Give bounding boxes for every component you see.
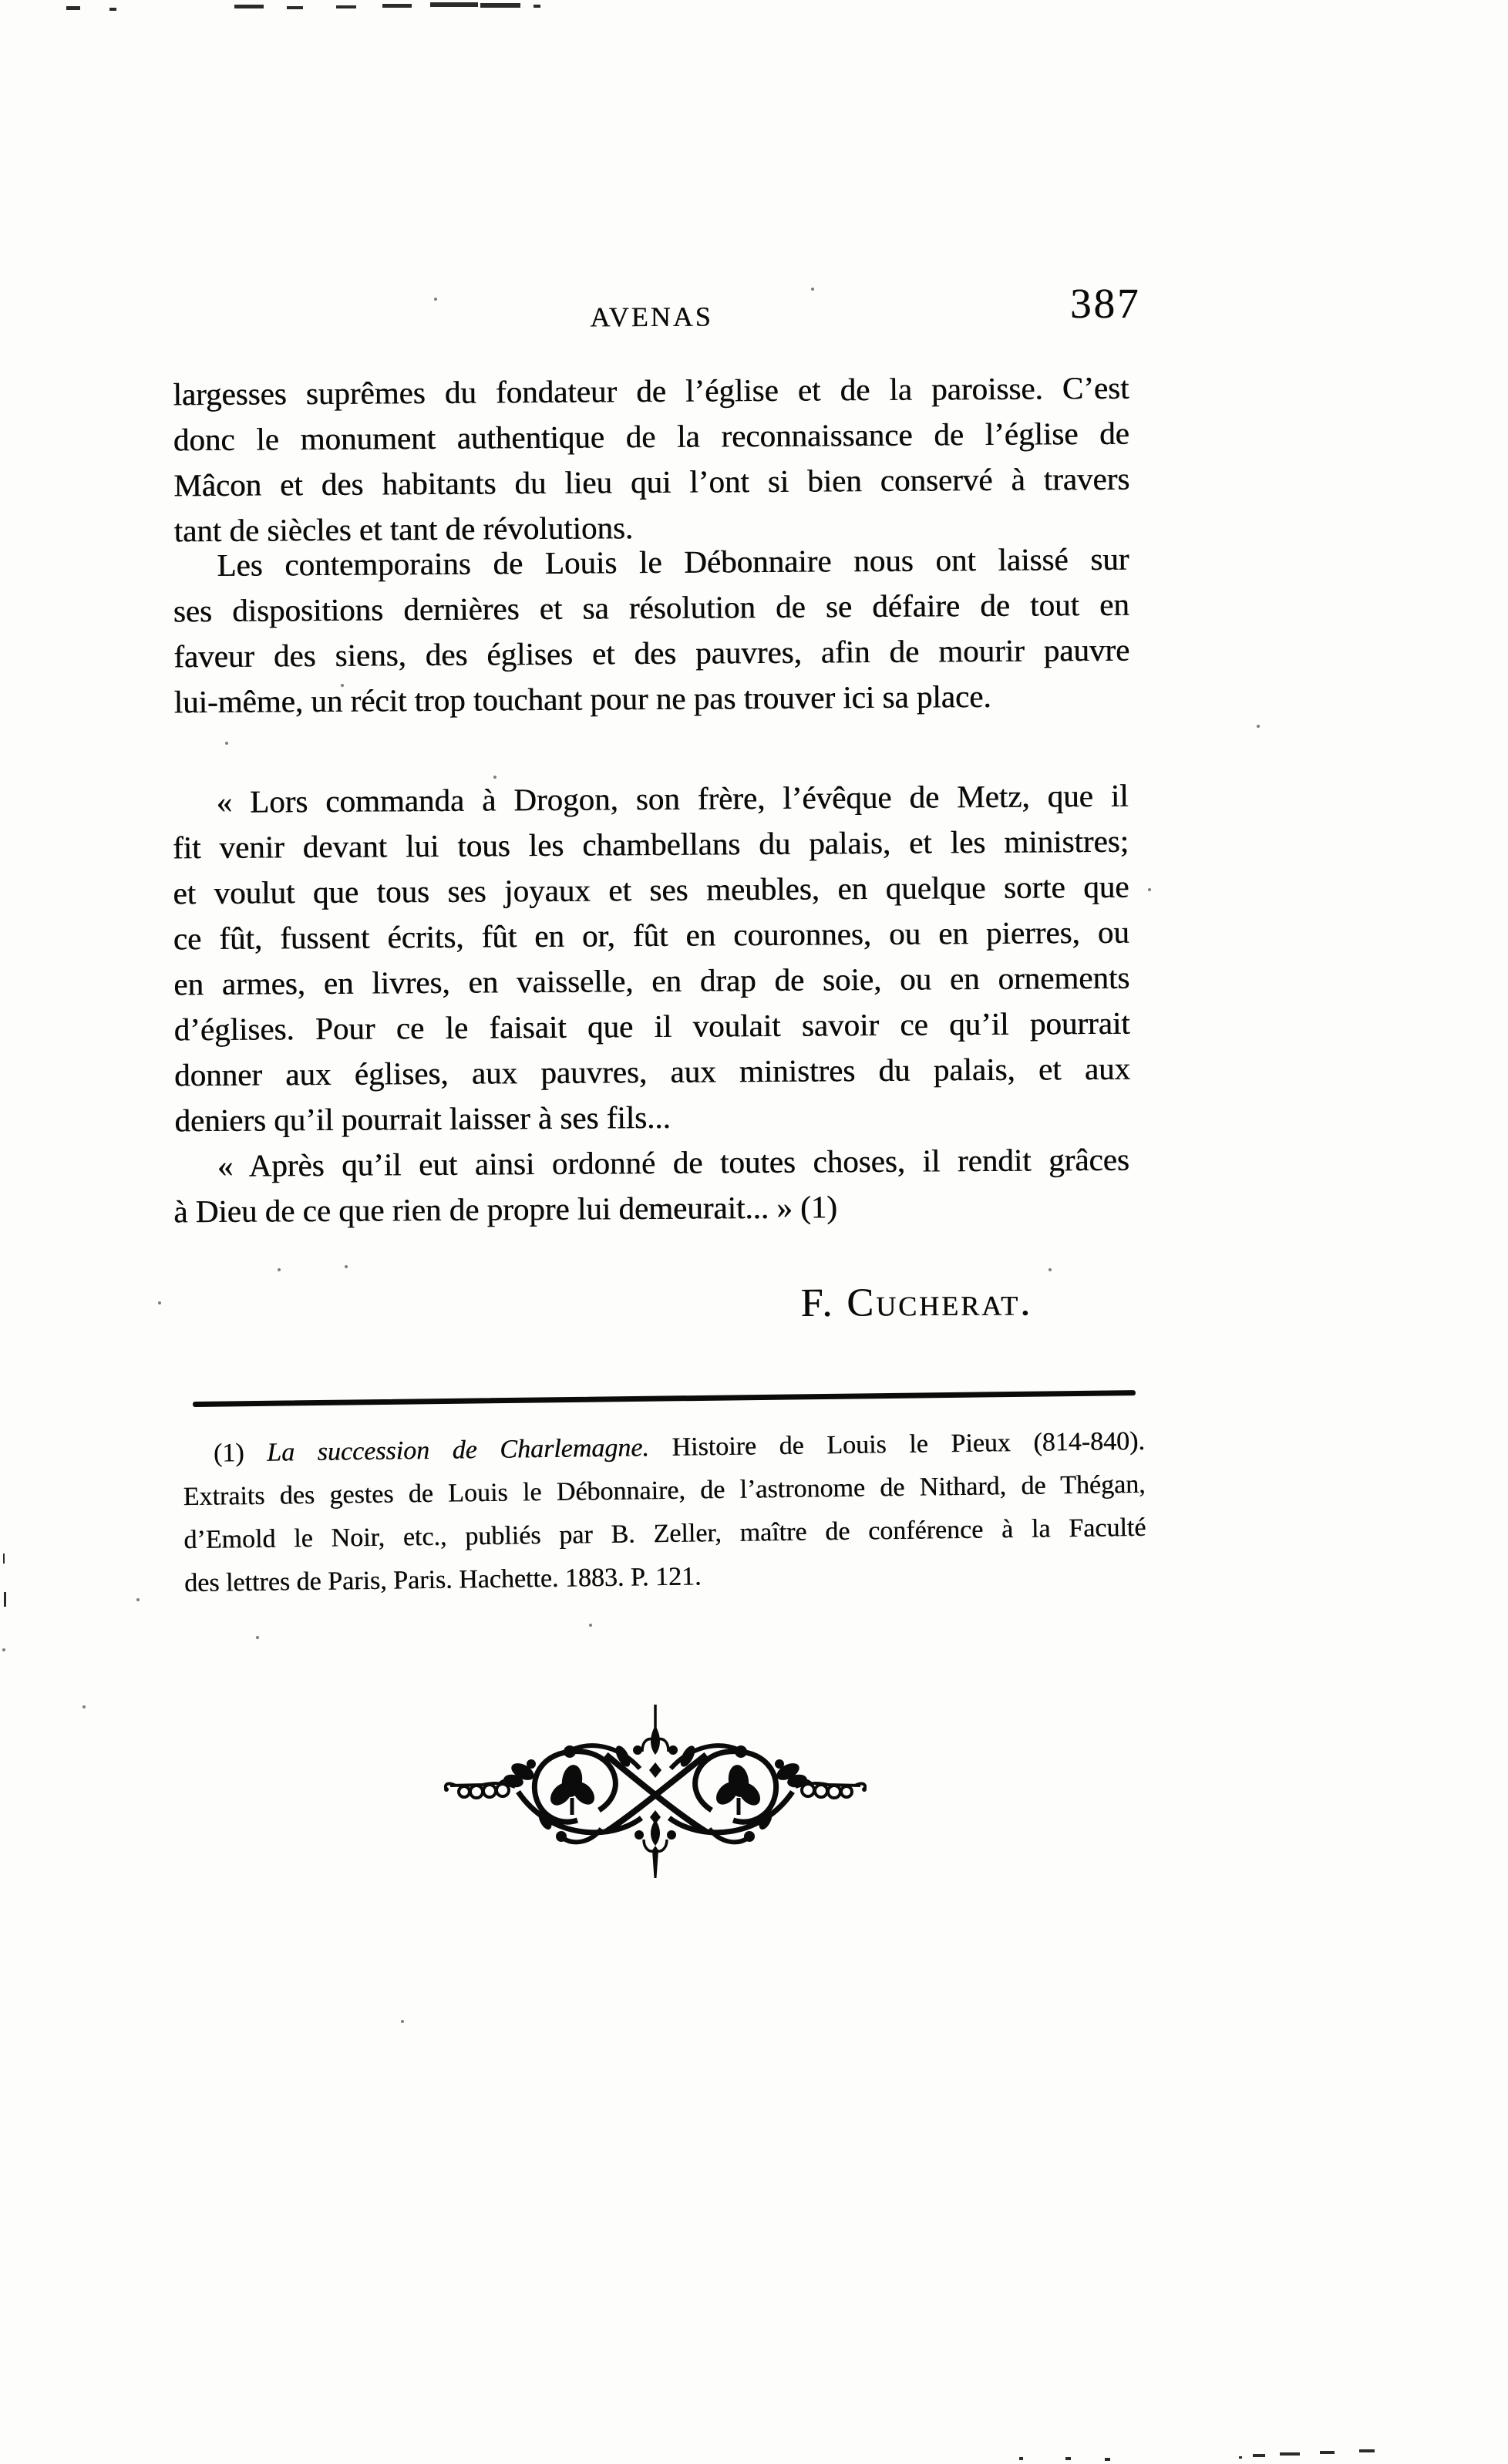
footnote-line: des lettres de Paris, Paris. Hachette. 1883. P. 121. (183, 1562, 702, 1598)
scan-artifact (1105, 2458, 1110, 2461)
scan-artifact (136, 1598, 140, 1601)
text-line: faveur des siens, des églises et des pauvres, afin de mourir pauvre (173, 631, 1130, 675)
scan-artifact (1257, 725, 1260, 728)
footnote-number: (1) (213, 1438, 268, 1468)
paragraph-2 (173, 537, 1130, 725)
text-line: « Lors commanda à Drogon, son frère, l’évêque de Metz, que il (216, 777, 1129, 820)
scan-artifact (1049, 1268, 1052, 1271)
scan-artifact (336, 5, 356, 8)
paragraph-3-quote (172, 773, 1130, 1144)
running-header: AVENAS (590, 301, 713, 333)
text-line: ce fût, fussent écrits, fût en or, fût en couronnes, ou en pierres, ou (173, 914, 1129, 957)
scan-artifact (1148, 888, 1151, 891)
paragraph-4-quote (173, 1137, 1130, 1235)
scan-artifact (1019, 2457, 1023, 2460)
text-line: et voulut que tous ses joyaux et ses meubles, en quelque sorte que (173, 868, 1129, 911)
floral-tailpiece-ornament (443, 1702, 867, 1883)
text-line: Les contemporains de Louis le Débonnaire nous ont laissé sur (217, 540, 1129, 583)
scan-artifact (1320, 2451, 1335, 2454)
scan-artifact (2, 1648, 5, 1651)
text-line: « Après qu’il eut ainsi ordonné de toutes choses, il rendit grâces (217, 1141, 1129, 1183)
scan-artifact (256, 1636, 259, 1639)
scan-artifact (1239, 2456, 1242, 2459)
scan-artifact (534, 5, 540, 8)
text-line: fit venir devant lui tous les chambellans du palais, et les ministres; (172, 823, 1129, 866)
text-line: donc le monument authentique de la reconnaissance de l’église de (173, 415, 1129, 458)
scan-artifact (1253, 2454, 1265, 2457)
scan-artifact (278, 1268, 281, 1271)
footnote-line: d’Emold le Noir, etc., publiés par B. Zeller, maître de conférence à la Faculté (183, 1513, 1146, 1555)
scan-artifact (480, 3, 520, 8)
text-line: en armes, en livres, en vaisselle, en drap de soie, ou en ornements (173, 959, 1130, 1002)
footnote-line: Extraits des gestes de Louis le Débonnaire, de l’astronome de Nithard, de Thégan, (183, 1469, 1146, 1512)
text-line: ses dispositions dernières et sa résolution de se défaire de tout en (173, 586, 1129, 629)
scan-artifact (3, 1553, 5, 1564)
scan-artifact (589, 1624, 592, 1627)
scan-artifact (811, 288, 814, 291)
scan-artifact (434, 298, 437, 301)
paragraph-1 (173, 365, 1130, 554)
footnote-work-title: La succession de Charlemagne. (266, 1433, 650, 1467)
scan-artifact (225, 742, 228, 745)
scan-artifact (66, 6, 80, 10)
scan-artifact (109, 8, 116, 11)
scan-artifact (345, 1265, 348, 1268)
scan-artifact (1280, 2452, 1300, 2456)
page-number: 387 (1070, 280, 1141, 327)
scan-artifact (1359, 2449, 1375, 2452)
author-signature: F. Cucherat. (800, 1280, 1033, 1325)
footnote (183, 1420, 1147, 1605)
text-line: d’églises. Pour ce le faisait que il voulait savoir ce qu’il pourrait (173, 1005, 1130, 1048)
scan-artifact (82, 1705, 86, 1708)
scan-artifact (382, 4, 412, 8)
footnote-divider-rule (193, 1390, 1136, 1407)
text-line: deniers qu’il pourrait laisser à ses fils... (174, 1099, 671, 1139)
text-line: donner aux églises, aux pauvres, aux ministres du palais, et aux (173, 1050, 1131, 1093)
footnote-text: Histoire de Louis le Pieux (814-840). (648, 1426, 1146, 1463)
scan-artifact (287, 6, 303, 9)
text-line: tant de siècles et tant de révolutions. (173, 510, 634, 549)
text-line: Mâcon et des habitants du lieu qui l’ont si bien conservé à travers (173, 460, 1130, 503)
scan-artifact (430, 2, 478, 7)
scan-artifact (401, 2020, 404, 2023)
scan-artifact (234, 5, 264, 8)
text-line: à Dieu de ce que rien de propre lui demeurait... » (1) (173, 1189, 837, 1230)
scan-artifact (158, 1301, 161, 1304)
text-line: lui-même, un récit trop touchant pour ne pas trouver ici sa place. (173, 678, 991, 720)
scan-artifact (1065, 2457, 1071, 2460)
text-line: largesses suprêmes du fondateur de l’église et de la paroisse. C’est (173, 369, 1129, 412)
scan-artifact (4, 1592, 6, 1607)
